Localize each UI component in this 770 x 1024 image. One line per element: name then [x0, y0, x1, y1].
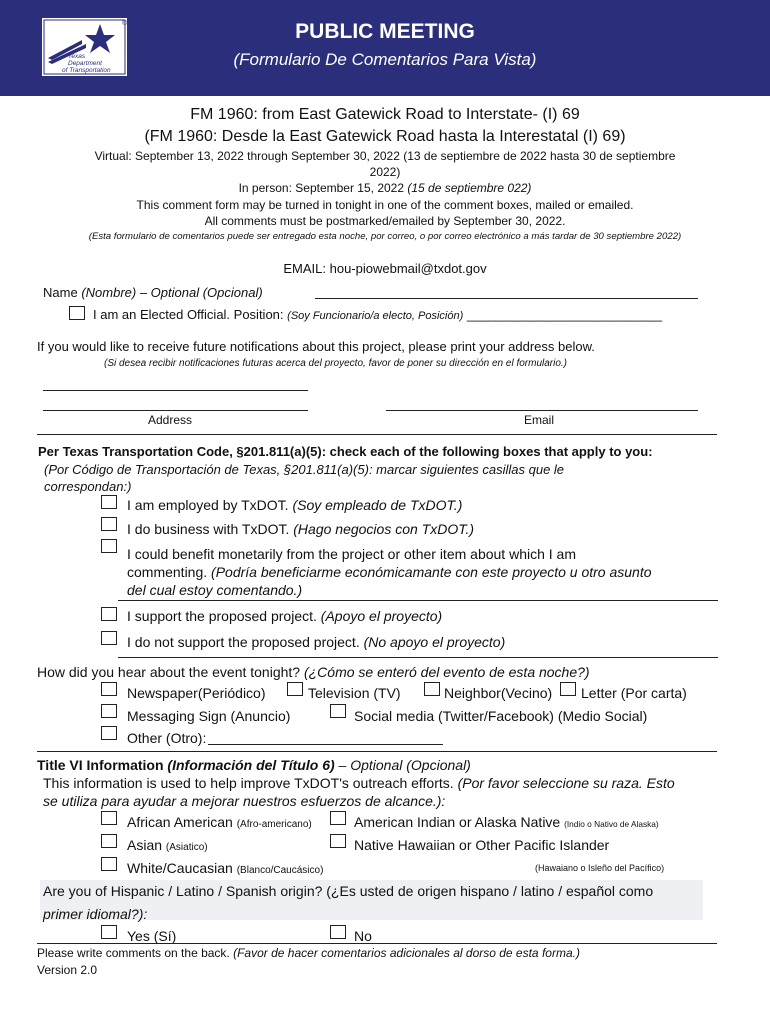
- registered-mark: ®: [122, 20, 128, 27]
- title6-info-1: [43, 775, 675, 791]
- page-subtitle: (Formulario De Comentarios Para Vista): [233, 50, 537, 69]
- in-person-en: In person: September 15, 2022: [238, 181, 405, 195]
- native-hawaiian-checkbox[interactable]: [330, 834, 346, 848]
- american-indian-label: [354, 814, 659, 830]
- employed-label-es: (Soy empleado de TxDOT.): [292, 497, 463, 513]
- asian-checkbox[interactable]: [101, 834, 117, 848]
- asian-es: (Asiatico): [165, 842, 208, 853]
- african-american-en: African American: [127, 814, 233, 830]
- employed-label-en: I am employed by TxDOT.: [127, 497, 289, 513]
- letter-checkbox[interactable]: [560, 682, 576, 696]
- version-label: Version 2.0: [37, 963, 98, 977]
- hear-question-es: (¿Cómo se enteró del evento de esta noche?): [303, 664, 590, 680]
- divider: [37, 943, 717, 944]
- not-support-label-es: (No apoyo el proyecto): [363, 634, 506, 650]
- newspaper-checkbox[interactable]: [101, 682, 117, 696]
- in-person-es: (15 de septiembre 022): [407, 181, 532, 195]
- business-label: [127, 521, 474, 537]
- employed-label: [127, 497, 462, 513]
- native-hawaiian-label: Native Hawaiian or Other Pacific Islander: [354, 837, 610, 853]
- elected-official-row: [93, 307, 662, 322]
- support-checkbox[interactable]: [101, 607, 117, 621]
- business-checkbox[interactable]: [101, 517, 117, 531]
- african-american-label: [127, 814, 312, 830]
- title6-heading-en: Title VI Information: [37, 757, 164, 773]
- white-checkbox[interactable]: [101, 857, 117, 871]
- white-es: (Blanco/Caucásico): [236, 865, 324, 876]
- notify-line: If you would like to receive future notifications about this project, please print your address below.: [37, 339, 595, 354]
- logo-text-line: Department: [68, 60, 102, 67]
- project-title-es: (FM 1960: Desde la East Gatewick Road hasta la Interestatal (I) 69): [144, 128, 626, 145]
- american-indian-es: (Indio o Nativo de Alaska): [564, 819, 659, 829]
- code-heading-es-cont: correspondan:): [44, 479, 132, 494]
- television-label: Television (TV): [308, 685, 401, 701]
- divider: [37, 751, 717, 752]
- virtual-dates-cont: 2022): [369, 165, 401, 179]
- address-field-line-1[interactable]: [43, 390, 308, 391]
- hear-question: [37, 664, 590, 680]
- letter-label: Letter (Por carta): [581, 685, 687, 701]
- messaging-sign-label: Messaging Sign (Anuncio): [127, 708, 291, 724]
- asian-en: Asian: [127, 837, 163, 853]
- african-american-es: (Afro-americano): [236, 819, 312, 830]
- divider: [118, 657, 718, 658]
- notice-line-1: This comment form may be turned in tonight in one of the comment boxes, mailed or emailed.: [136, 198, 634, 212]
- name-label-es: (Nombre) – Optional (Opcional): [81, 285, 263, 300]
- african-american-checkbox[interactable]: [101, 811, 117, 825]
- native-hawaiian-es: (Hawaiano o Isleño del Pacífico): [535, 863, 665, 873]
- position-field[interactable]: ___________________________: [466, 307, 663, 322]
- social-media-label: Social media (Twitter/Facebook) (Medio Social): [354, 708, 648, 724]
- business-label-en: I do business with TxDOT.: [127, 521, 290, 537]
- hispanic-no-label: No: [354, 928, 372, 944]
- elected-official-label-es: (Soy Funcionario/a electo, Posición): [287, 310, 464, 322]
- not-support-label: [127, 634, 505, 650]
- divider: [37, 434, 717, 435]
- logo-text-line: of Transportation: [62, 67, 111, 74]
- hispanic-no-checkbox[interactable]: [330, 925, 346, 939]
- title6-info-en: This information is used to help improve TxDOT's outreach efforts.: [43, 775, 454, 791]
- business-label-es: (Hago negocios con TxDOT.): [293, 521, 475, 537]
- support-label-es: (Apoyo el proyecto): [320, 608, 443, 624]
- employed-checkbox[interactable]: [101, 495, 117, 509]
- american-indian-en: American Indian or Alaska Native: [354, 814, 561, 830]
- code-heading: Per Texas Transportation Code, §201.811(a)(5): check each of the following boxes that apply to you:: [38, 444, 653, 459]
- other-checkbox[interactable]: [101, 726, 117, 740]
- social-media-checkbox[interactable]: [330, 704, 346, 718]
- name-label-en: Name: [43, 285, 78, 300]
- other-label: Other (Otro):: [127, 730, 207, 746]
- footer-note-en: Please write comments on the back.: [37, 946, 230, 960]
- not-support-label-en: I do not support the proposed project.: [127, 634, 360, 650]
- title6-info-2: se utiliza para ayudar a mejorar nuestros esfuerzos de alcance.):: [43, 793, 446, 809]
- support-label-en: I support the proposed project.: [127, 608, 317, 624]
- benefit-label-es: (Podría beneficiarme económicamante con este proyecto u otro asunto: [211, 564, 652, 580]
- hispanic-question: Are you of Hispanic / Latino / Spanish origin? (¿Es usted de origen hispano / latino / español como: [43, 883, 654, 899]
- hispanic-question-cont: primer idiomal?):: [43, 906, 148, 922]
- white-label: [127, 860, 323, 876]
- email-field[interactable]: [386, 410, 698, 411]
- project-title-en: FM 1960: from East Gatewick Road to Interstate- (I) 69: [190, 106, 580, 123]
- page-title: PUBLIC MEETING: [295, 20, 475, 43]
- hispanic-yes-label: Yes (Sí): [127, 928, 177, 944]
- in-person-date: [0, 181, 770, 195]
- messaging-sign-checkbox[interactable]: [101, 704, 117, 718]
- hispanic-yes-checkbox[interactable]: [101, 925, 117, 939]
- address-label: Address: [148, 413, 193, 427]
- elected-official-checkbox[interactable]: [69, 306, 85, 320]
- logo-text-line: Texas: [68, 53, 86, 60]
- neighbor-label: Neighbor(Vecino): [444, 685, 553, 701]
- address-field-line-2[interactable]: [43, 410, 308, 411]
- hear-question-en: How did you hear about the event tonight?: [37, 664, 301, 680]
- title6-heading: [37, 757, 471, 773]
- newspaper-label: Newspaper(Periódico): [127, 685, 266, 701]
- benefit-label-en: commenting.: [127, 564, 208, 580]
- not-support-checkbox[interactable]: [101, 631, 117, 645]
- neighbor-checkbox[interactable]: [424, 682, 440, 696]
- benefit-label-2: [127, 564, 652, 580]
- notice-line-2: All comments must be postmarked/emailed by September 30, 2022.: [204, 214, 566, 228]
- footer-note-es: (Favor de hacer comentarios adicionales al dorso de esta forma.): [233, 946, 580, 960]
- email-label: Email: [524, 413, 555, 427]
- asian-label: [127, 837, 208, 853]
- code-heading-es: (Por Código de Transportación de Texas, §201.811(a)(5): marcar siguientes casillas que le: [44, 462, 565, 477]
- contact-email: EMAIL: hou-piowebmail@txdot.gov: [283, 261, 487, 276]
- title6-optional: – Optional (Opcional): [338, 757, 471, 773]
- other-field[interactable]: [208, 744, 443, 745]
- support-label: [127, 608, 442, 624]
- notice-es: (Esta formulario de comentarios puede ser entregado esta noche, por correo, o por correo electrónico a más tardar de 30 septiembre 2022): [88, 231, 682, 242]
- benefit-checkbox[interactable]: [101, 539, 117, 553]
- american-indian-checkbox[interactable]: [330, 811, 346, 825]
- notify-line-es: (Si desea recibir notificaciones futuras acerca del proyecto, favor de poner su dirección en el formulario.): [104, 358, 568, 369]
- name-field[interactable]: [315, 298, 698, 299]
- television-checkbox[interactable]: [287, 682, 303, 696]
- elected-official-label: I am an Elected Official. Position:: [93, 307, 284, 322]
- divider: [118, 600, 718, 601]
- name-label: [43, 285, 263, 300]
- title6-heading-es: (Información del Título 6): [167, 757, 335, 773]
- benefit-label-1: I could benefit monetarily from the project or other item about which I am: [127, 546, 576, 562]
- benefit-label-3: del cual estoy comentando.): [127, 582, 303, 598]
- virtual-dates: Virtual: September 13, 2022 through September 30, 2022 (13 de septiembre de 2022 hasta 30 de septiembre: [94, 149, 676, 163]
- white-en: White/Caucasian: [127, 860, 233, 876]
- title6-info-es: (Por favor seleccione su raza. Esto: [457, 775, 675, 791]
- footer-note: [37, 946, 580, 960]
